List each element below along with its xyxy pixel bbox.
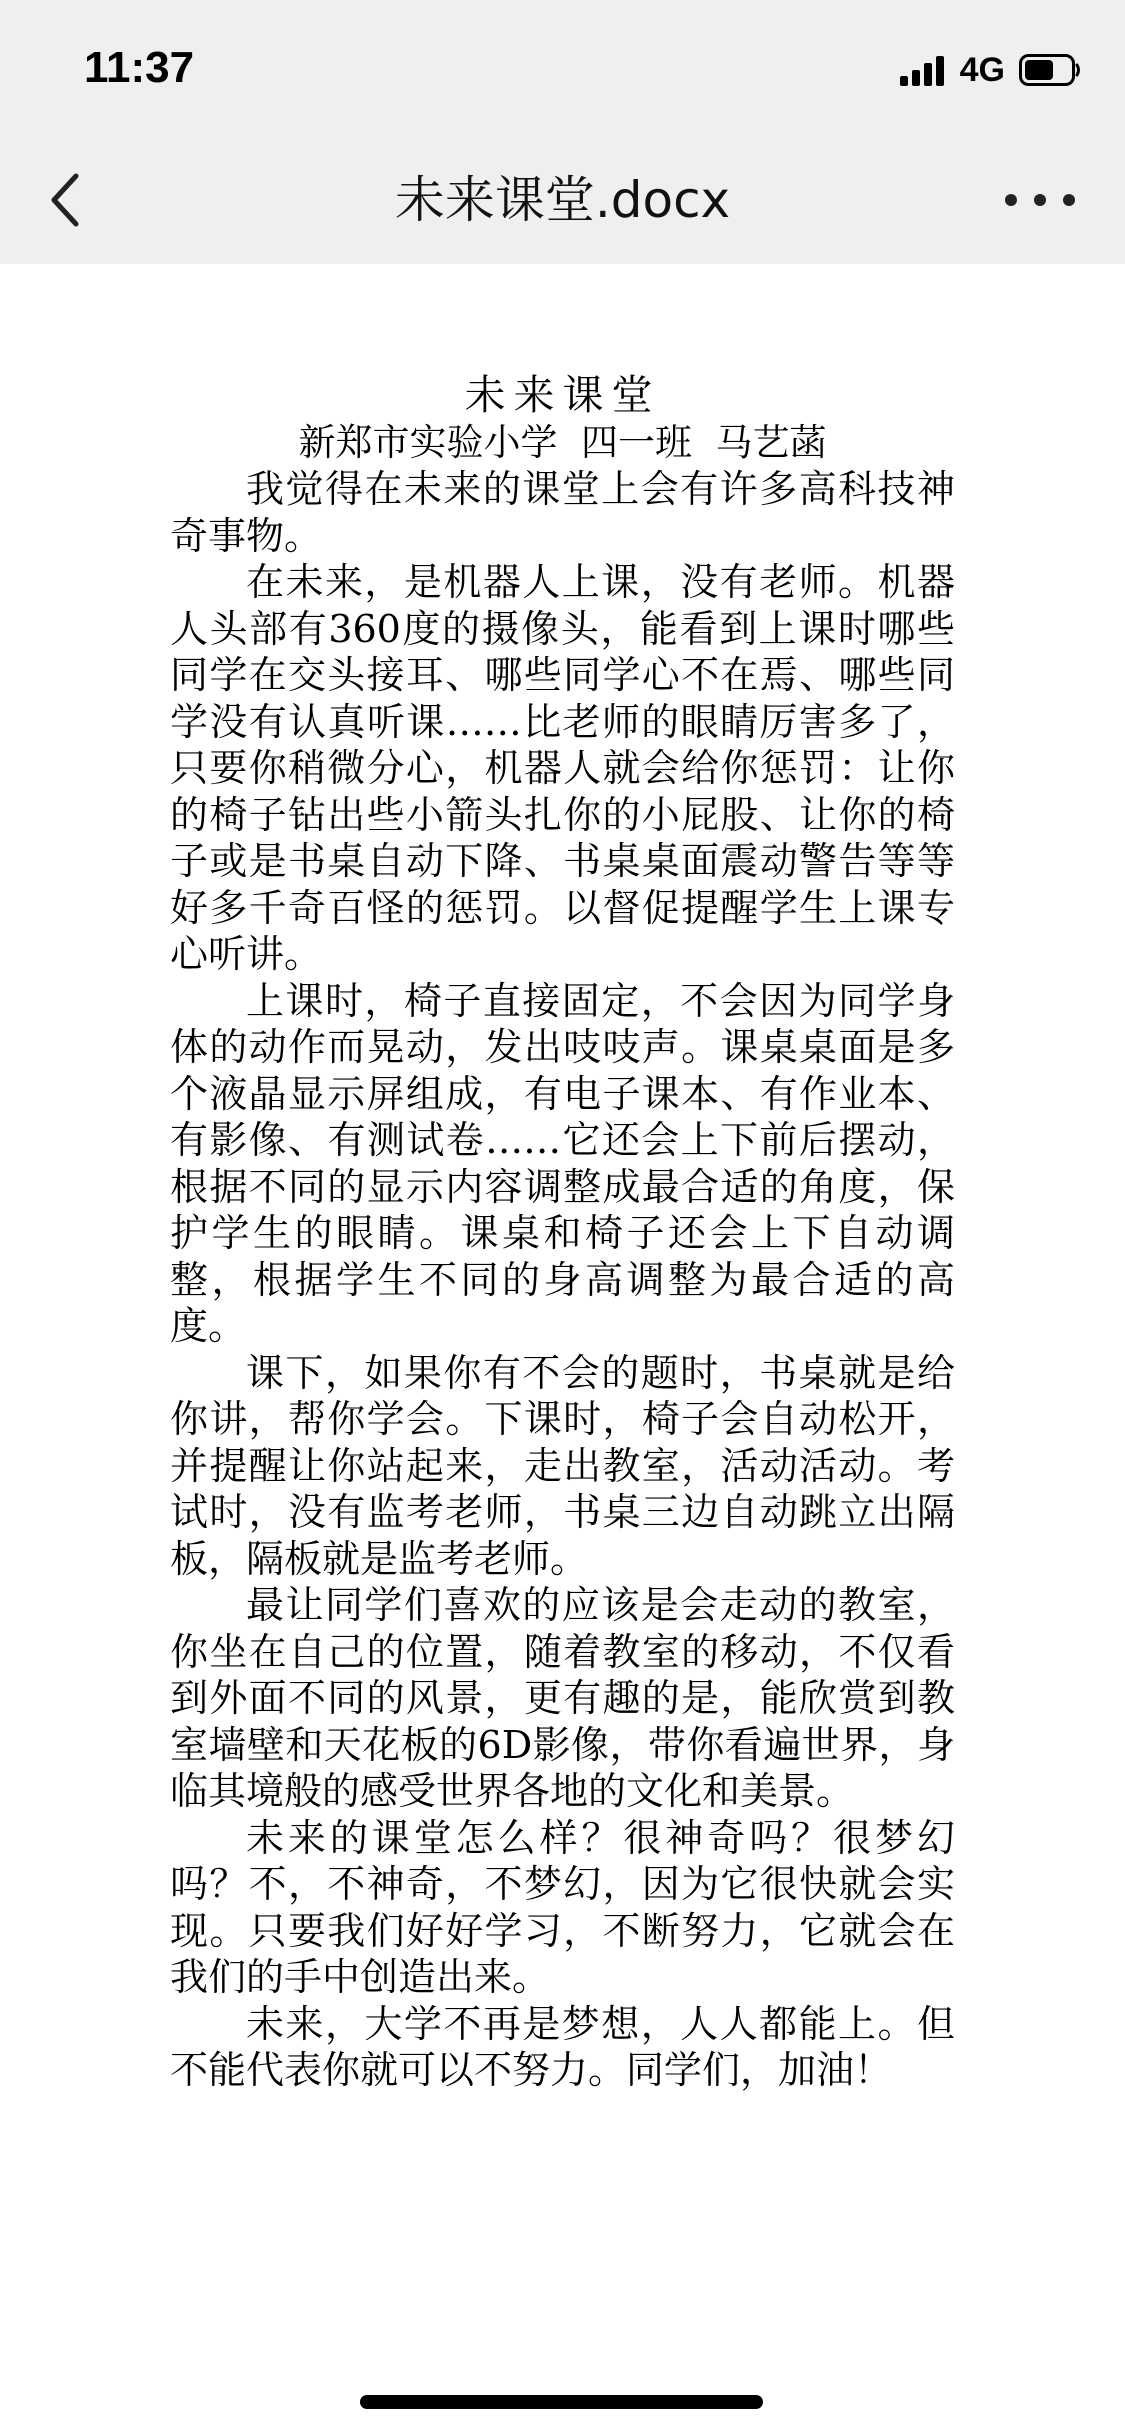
top-bar [0,0,1125,264]
more-horizontal-icon [1034,194,1046,206]
back-button[interactable] [40,160,90,240]
document-body[interactable] [170,370,955,2094]
paragraph: 未来的课堂怎么样？很神奇吗？很梦幻吗？不，不神奇，不梦幻，因为它很快就会实现。只要我们好好学习，不断努力，它就会在我们的手中创造出来。 [170,1815,955,1999]
more-horizontal-icon [1005,194,1017,206]
paragraph: 最让同学们喜欢的应该是会走动的教室，你坐在自己的位置，随着教室的移动，不仅看到外面不同的风景，更有趣的是，能欣赏到教室墙壁和天花板的6D影像，带你看遍世界，身临其境般的感受世界各地的文化和美景。 [170,1583,955,1813]
battery-icon [1019,54,1081,86]
paragraph: 上课时，椅子直接固定，不会因为同学身体的动作而晃动，发出吱吱声。课桌桌面是多个液晶显示屏组成，有电子课本、有作业本、有影像、有测试卷……它还会上下前后摆动，根据不同的显示内容调整成最合适的角度，保护学生的眼睛。课桌和椅子还会上下自动调整，根据学生不同的身高调整为最合适的高度。 [170,978,955,1348]
more-options-button[interactable] [1005,175,1075,225]
cellular-signal-icon [900,54,948,86]
document-title-header: 未来课堂.docx [394,171,731,229]
home-indicator[interactable] [360,2395,763,2409]
paragraph: 在未来，是机器人上课，没有老师。机器人头部有360度的摄像头，能看到上课时哪些同学在交头接耳、哪些同学心不在焉、哪些同学没有认真听课……比老师的眼睛厉害多了，只要你稍微分心，机器人就会给你惩罚：让你的椅子钻出些小箭头扎你的小屁股、让你的椅子或是书桌自动下降、书桌桌面震动警告等等好多千奇百怪的惩罚。以督促提醒学生上课专心听讲。 [170,560,955,976]
status-indicators [900,48,1081,92]
paragraph: 未来，大学不再是梦想，人人都能上。但不能代表你就可以不努力。同学们，加油！ [170,2001,955,2092]
more-horizontal-icon [1063,194,1075,206]
paragraph: 我觉得在未来的课堂上会有许多高科技神奇事物。 [170,467,955,558]
network-type-label: 4G [959,51,1005,89]
paragraph: 课下，如果你有不会的题时，书桌就是给你讲，帮你学会。下课时，椅子会自动松开，并提醒让你站起来，走出教室，活动活动。考试时，没有监考老师，书桌三边自动跳立出隔板，隔板就是监考老师。 [170,1350,955,1581]
chevron-left-icon [48,172,82,228]
essay-author: 新郑市实验小学 四一班 马艺菡 [298,421,827,464]
status-time: 11:37 [84,43,195,92]
essay-title: 未来课堂 [464,371,661,419]
